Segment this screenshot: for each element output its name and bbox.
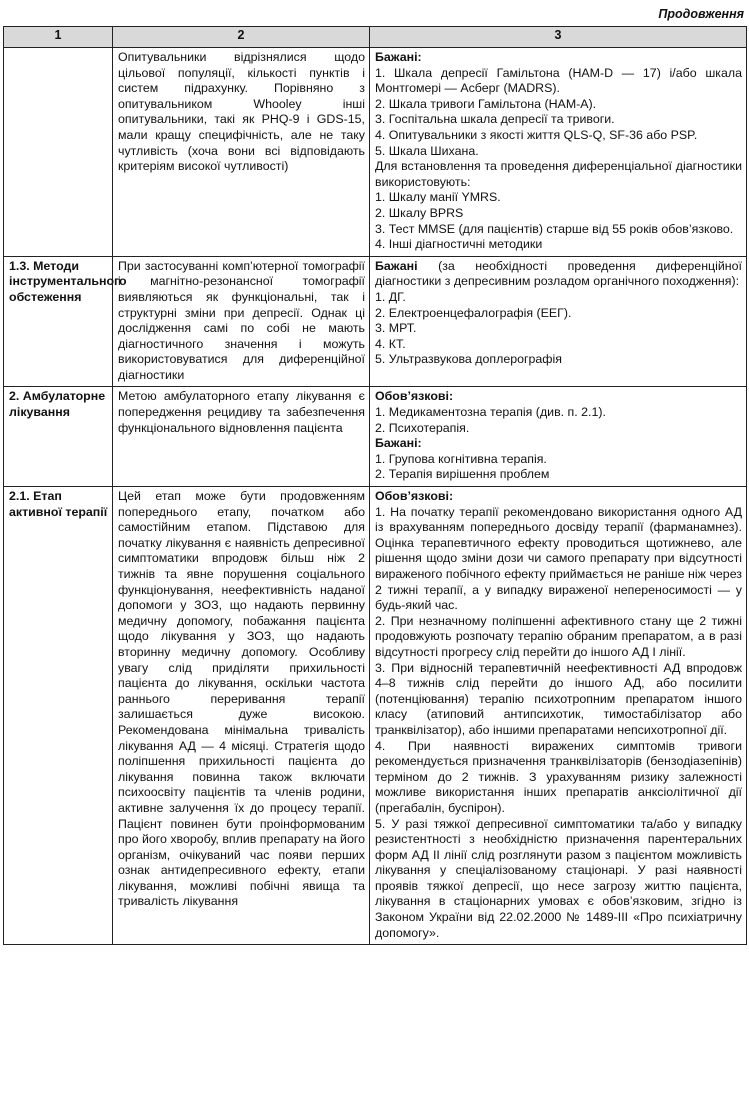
rationale-cell: Цей етап може бути продовженням попереднього етапу, початком або самостійним етапом. Підставою для початку лікування є наявність депресивної симптоматики впродовж більш ніж 2 тижнів та явне порушення соціального функціонування, неефективність наданої допомоги у ЗОЗ, що надають первинну медичну допомогу, побажання пацієнта щодо лікування у ЗОЗ, що надають вторинну медичну допомогу. Особливу увагу слід приділяти прихильності пацієнта до лікування, оскільки частота раннього переривання терапії залишається дуже високою. Рекомендована мінімальна тривалість лікування АД — 4 місяці. Стратегія щодо поліпшення прихильності пацієнта до лікування повинна також включати психоосвіту пацієнтів та членів родини, активне залучення їх до процесу терапії. Пацієнт повинен бути проінформованим про його хворобу, вплив препарату на його організм, очікуваний час появи перших ознак антидепресивного ефекту, етапи лікування, можливі побічні явища та тривалість лікування xyxy=(113,487,370,945)
continued-label: Продовження xyxy=(658,7,744,21)
rationale-cell: Опитувальники відрізнялися щодо цільової популяції, кількості пунктів і систем підрахунку. Порівняно з опитувальником Whooley інші опитувальники, такі як PHQ-9 і GDS-15, мали кращу специфічність, але не таку чутливість (хоча вони всі відповідають критеріям високої чутливості) xyxy=(113,48,370,257)
measure-heading: Бажані: xyxy=(375,50,422,64)
measure-line: 5. Шкала Шихана. xyxy=(375,143,479,158)
table-row xyxy=(4,387,747,487)
measure-line xyxy=(375,50,742,66)
table-row xyxy=(4,48,747,257)
measure-line: 1. Шкалу манії YMRS. xyxy=(375,190,501,205)
table-body xyxy=(4,48,747,945)
measure-heading: Бажані xyxy=(375,258,418,273)
column-header-3: 3 xyxy=(370,27,747,48)
table-row xyxy=(4,487,747,945)
measures-cell xyxy=(370,387,747,487)
measure-line: 4. При наявності виражених симптомів тривоги рекомендується призначення транквілізаторів (бензодіазепінів) терміном до 2 тижнів. З урахуванням ризику залежності можливе використання інших препаратів анксіолітичної дії (прегабалін, буспірон). xyxy=(375,738,742,815)
measures-cell xyxy=(370,487,747,945)
measure-line: 2. Терапія вирішення проблем xyxy=(375,467,550,482)
measure-line: 2. При незначному поліпшенні афективного стану ще 2 тижні продовжують розпочату терапію обраним препаратом, а в разі відсутності прогресу слід перейти до іншого АД I лінії. xyxy=(375,613,742,659)
measures-cell xyxy=(370,48,747,257)
rationale-cell: При застосуванні комп’ютерної томографії і магнітно-резонансної томографії виявляються як функціональні, так і структурні зміни при депресії. Однак ці дослідження самі по собі не мають діагностичного значення і можуть використовуватися для диференційної діагностики xyxy=(113,256,370,387)
measure-line: 2. Шкалу BPRS xyxy=(375,205,464,220)
stage-cell: 2.1. Етап активної терапії xyxy=(4,487,113,945)
measure-line: 1. ДГ. xyxy=(375,289,406,304)
measure-heading-note: (за необхідності проведення диференційної діагностики з депресивним розладом органічного походження): xyxy=(375,258,742,289)
rationale-cell: Метою амбулаторного етапу лікування є попередження рецидиву та забезпечення функціонального відновлення пацієнта xyxy=(113,387,370,487)
measure-line: 1. Медикаментозна терапія (див. п. 2.1). xyxy=(375,405,606,420)
measure-heading: Обов’язкові: xyxy=(375,389,454,404)
measure-line: 2. Психотерапія. xyxy=(375,420,470,435)
measure-line: 1. Групова когнітивна терапія. xyxy=(375,451,547,466)
measure-line: 4. Опитувальники з якості життя QLS-Q, SF-36 або PSP. xyxy=(375,127,698,142)
measures-cell xyxy=(370,256,747,387)
measure-line: 3. Госпітальна шкала депресії та тривоги. xyxy=(375,112,615,127)
column-header-1: 1 xyxy=(4,27,113,48)
measure-line: 4. КТ. xyxy=(375,336,406,351)
column-header-2: 2 xyxy=(113,27,370,48)
measure-line: 1. На початку терапії рекомендовано використання одного АД із врахуванням попереднього досвіду терапії (фарманамнез). Оцінка терапевтичного ефекту проводиться щотижнево, але рішення щодо зміни дози чи самого препарату при відсутності вираженого побічного ефекту приймається не раніше ніж через 2 тижні терапії, а у випадку вираженої непереносимості — у будь-який час. xyxy=(375,504,742,613)
measure-line xyxy=(375,389,742,405)
measure-line xyxy=(375,259,742,290)
measure-heading: Обов’язкові: xyxy=(375,489,454,504)
measure-line: 4. Інші діагностичні методики xyxy=(375,237,543,252)
measure-line: 3. МРТ. xyxy=(375,321,417,336)
measure-line: 5. У разі тяжкої депресивної симптоматики та/або у випадку резистентності з необхідністю призначення парентеральних форм АД II лінії слід розглянути разом з пацієнтом можливість лікування у спеціалізованому стаціонарі. У разі наявності проявів тяжкої депресії, що несе загрозу життю пацієнта, лікування в стаціонарних умовах є обов’язковим, згідно із Законом України від 22.02.2000 № 1489-III «Про психіатричну допомогу». xyxy=(375,816,742,940)
measure-heading: Бажані: xyxy=(375,436,422,451)
measure-line: 3. Тест MMSE (для пацієнтів) старше від 55 років обов’язково. xyxy=(375,221,734,236)
measure-line: 1. Шкала депресії Гамільтона (HAM-D — 17) і/або шкала Монтгомері — Асберг (MADRS). xyxy=(375,65,742,96)
table-row xyxy=(4,256,747,387)
stage-cell xyxy=(4,48,113,257)
measure-line: 2. Електроенцефалографія (ЕЕГ). xyxy=(375,305,572,320)
stage-cell: 2. Амбулаторне лікування xyxy=(4,387,113,487)
measure-line: 3. При відносній терапевтичній неефективності АД впродовж 4–8 тижнів слід перейти до іншого АД, або посилити (потенціювання) терапію психотропним препаратом іншого класу (атиповий антипсихотик, тимостабілізатор або транквілізатор), або іншими препаратами непсихотропної дії. xyxy=(375,660,742,737)
measure-line: 2. Шкала тривоги Гамільтона (HAM-A). xyxy=(375,96,597,111)
protocol-table xyxy=(3,26,747,945)
stage-cell: 1.3. Методи інструментального обстеження xyxy=(4,256,113,387)
measure-line: 5. Ультразвукова доплерографія xyxy=(375,352,562,367)
measure-line xyxy=(375,489,742,505)
measure-line: Для встановлення та проведення диференціальної діагностики використовують: xyxy=(375,159,742,189)
header-row xyxy=(4,27,747,48)
measure-line xyxy=(375,436,742,452)
